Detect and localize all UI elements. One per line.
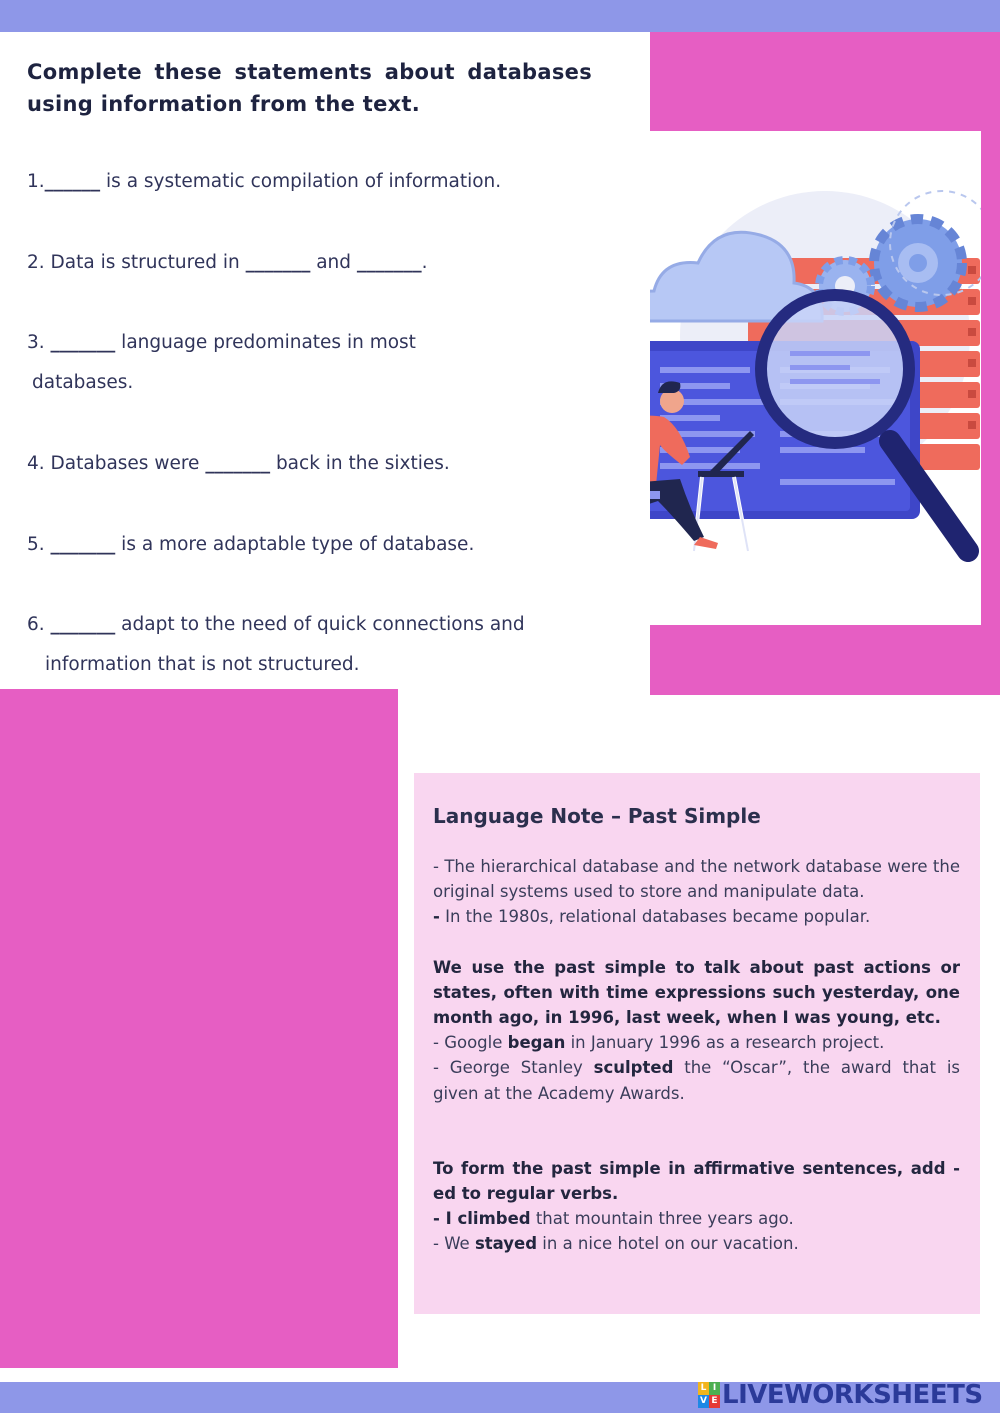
- answer-blank-2[interactable]: _______: [356, 252, 422, 273]
- note-example-line: [433, 904, 960, 929]
- example-prefix: - We: [433, 1234, 475, 1254]
- note-example-text: In the 1980s, relational databases became popular.: [439, 907, 871, 927]
- question-text: is a systematic compilation of information.: [100, 171, 502, 192]
- example-suffix: the “Oscar”, the award that is given at the Academy Awards.: [433, 1058, 960, 1103]
- question-6-continuation: information that is not structured.: [45, 654, 360, 675]
- live-badge-icon: [698, 1382, 720, 1408]
- brand-name: LIVEWORKSHEETS: [722, 1380, 983, 1410]
- badge-letter: L: [698, 1382, 709, 1395]
- usage-rule-text: We use the past simple to talk about past actions or states, often with time expressions such yesterday, one month ago, in 1996, last week, when I was young, etc.: [433, 957, 960, 1028]
- usage-example-1: [433, 1030, 960, 1055]
- question-6: [27, 605, 525, 645]
- example-suffix: in January 1996 as a research project.: [565, 1033, 885, 1053]
- worksheet-heading: Complete these statements about databases using information from the text.: [27, 60, 592, 116]
- database-search-illustration: [650, 131, 981, 625]
- formation-rule-text: To form the past simple in affirmative sentences, add -ed to regular verbs.: [433, 1158, 960, 1204]
- question-4: [27, 444, 450, 484]
- example-verb: stayed: [474, 1234, 538, 1254]
- question-text: language predominates in most: [115, 332, 416, 353]
- question-3: [27, 323, 416, 363]
- question-3-continuation: databases.: [32, 372, 134, 393]
- formation-example-2: [433, 1231, 960, 1256]
- note-example-paragraph: - The hierarchical database and the network database were the original systems used to store and manipulate data.: [433, 857, 960, 902]
- question-number: 2. Data is structured in: [27, 252, 246, 273]
- question-1: [27, 162, 501, 202]
- answer-blank[interactable]: ______: [44, 171, 101, 192]
- magenta-block-left: [0, 689, 398, 1368]
- question-5: [27, 525, 474, 565]
- question-number: 4. Databases were: [27, 453, 206, 474]
- badge-letter: V: [698, 1395, 709, 1408]
- question-text: back in the sixties.: [270, 453, 450, 474]
- formation-rule: [433, 1156, 960, 1206]
- example-suffix: in a nice hotel on our vacation.: [537, 1234, 799, 1254]
- question-number: 6.: [27, 614, 51, 635]
- question-text: adapt to the need of quick connections and: [115, 614, 525, 635]
- answer-blank[interactable]: _______: [245, 252, 311, 273]
- question-text: is a more adaptable type of database.: [115, 534, 475, 555]
- language-note-title: Language Note – Past Simple: [433, 804, 761, 828]
- badge-letter: E: [709, 1395, 720, 1408]
- illustration-panel: [650, 131, 981, 625]
- spacer: [433, 930, 960, 955]
- answer-blank[interactable]: _______: [50, 534, 116, 555]
- example-verb: sculpted: [593, 1058, 674, 1078]
- bold-dash: -: [433, 907, 440, 927]
- example-prefix: - Google: [433, 1033, 508, 1053]
- top-band: [0, 0, 1000, 32]
- example-prefix: - George Stanley: [433, 1058, 594, 1078]
- usage-rule: [433, 955, 960, 1031]
- spacer: [433, 1106, 960, 1156]
- answer-blank[interactable]: _______: [50, 332, 116, 353]
- formation-example-1: [433, 1206, 960, 1231]
- example-verb: began: [507, 1033, 566, 1053]
- liveworksheets-logo[interactable]: [698, 1380, 983, 1410]
- question-text: and: [310, 252, 357, 273]
- question-number: 3.: [27, 332, 51, 353]
- answer-blank[interactable]: _______: [205, 453, 271, 474]
- badge-letter: I: [709, 1382, 720, 1395]
- question-text-end: .: [421, 252, 428, 273]
- usage-example-2: [433, 1055, 960, 1105]
- question-number: 5.: [27, 534, 51, 555]
- question-2: [27, 243, 428, 283]
- question-number: 1.: [27, 171, 45, 192]
- example-prefix: - I: [433, 1209, 458, 1229]
- example-verb: climbed: [457, 1209, 531, 1229]
- answer-blank[interactable]: _______: [50, 614, 116, 635]
- example-suffix: that mountain three years ago.: [530, 1209, 794, 1229]
- language-note-box: [414, 773, 980, 1314]
